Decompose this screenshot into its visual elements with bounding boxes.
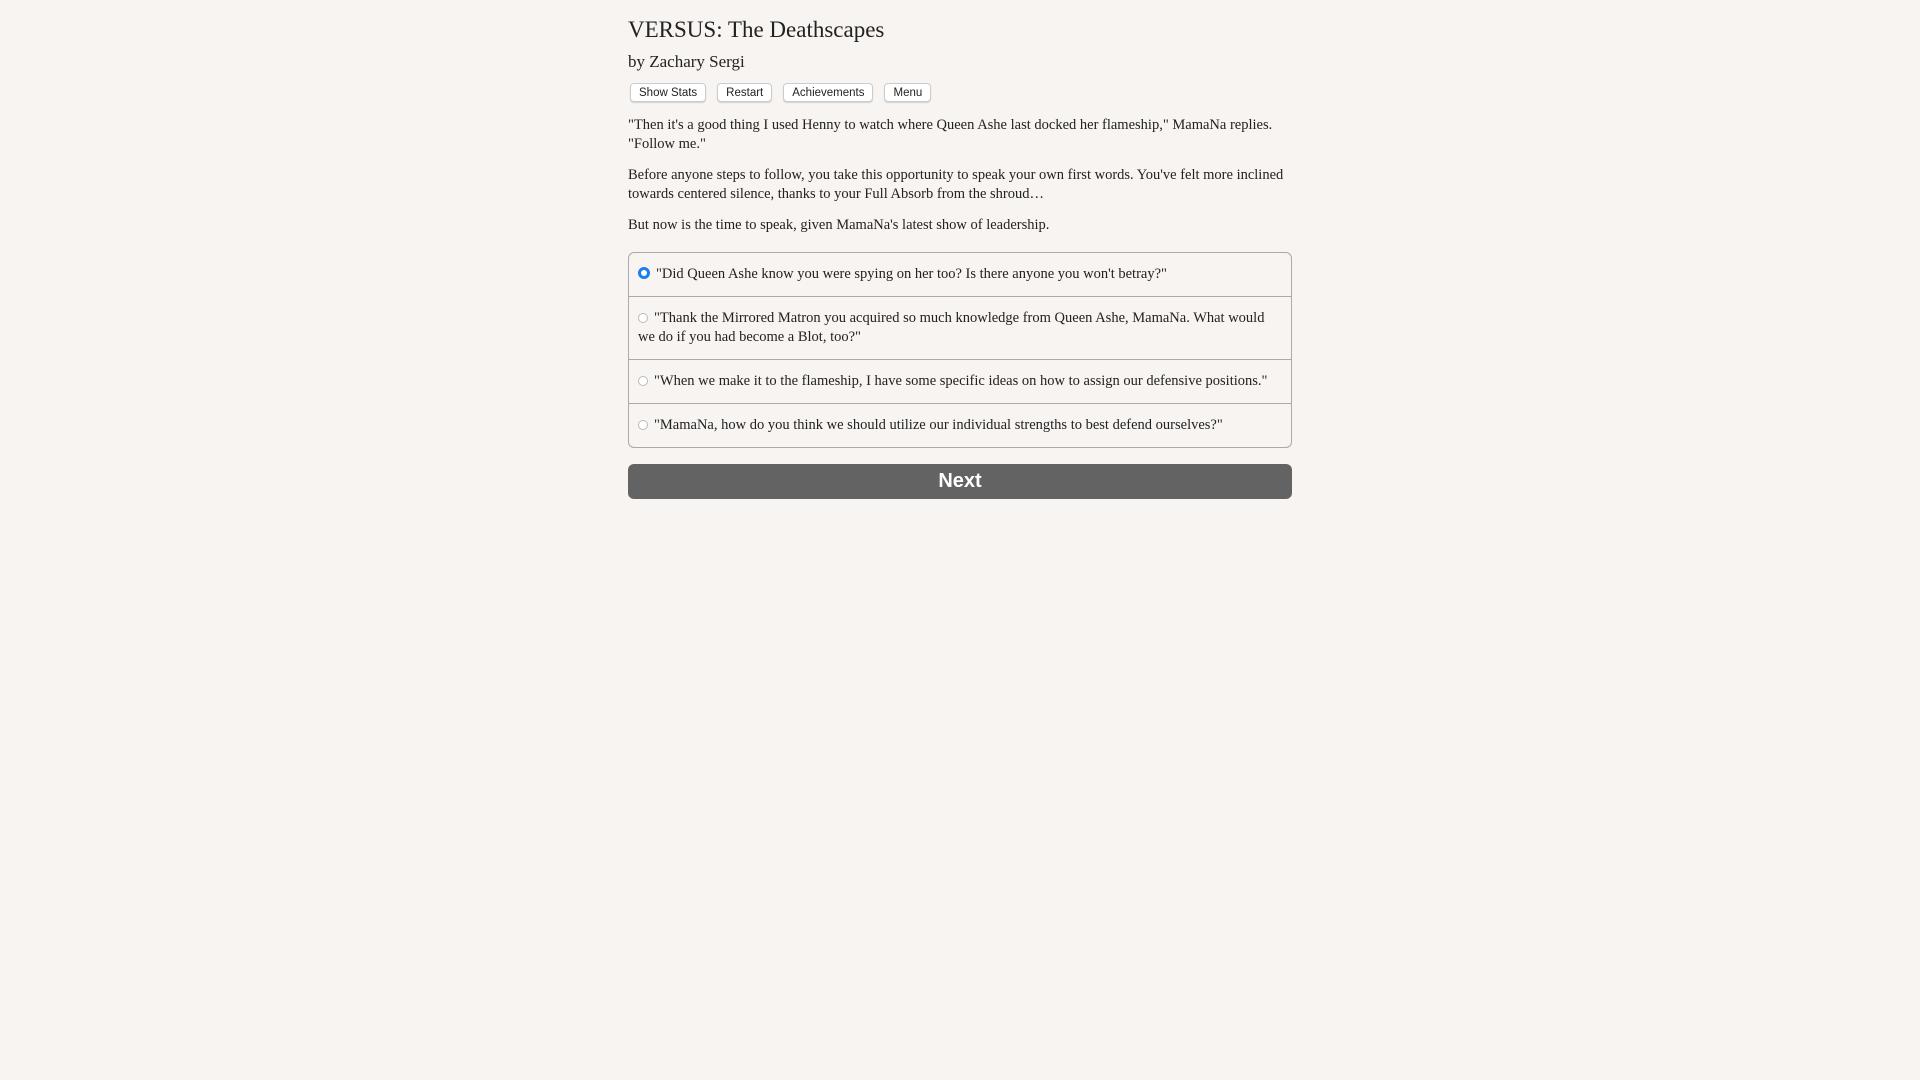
radio-unselected[interactable] [638, 313, 648, 323]
game-title: VERSUS: The Deathscapes [628, 17, 885, 42]
choice-label: "Did Queen Ashe know you were spying on her too? Is there anyone you won't betray?" [656, 266, 1167, 282]
story-paragraph: Before anyone steps to follow, you take this opportunity to speak your own first words. You've felt more inclined towards centered silence, thanks to your Full Absorb from the shroud… [628, 167, 1284, 202]
restart-button[interactable]: Restart [717, 83, 772, 102]
author-byline: by Zachary Sergi [628, 52, 745, 71]
choice-option[interactable] [629, 403, 1291, 447]
radio-unselected[interactable] [638, 376, 648, 386]
achievements-button[interactable]: Achievements [783, 83, 873, 102]
show-stats-button[interactable]: Show Stats [630, 83, 706, 102]
choice-label: "Thank the Mirrored Matron you acquired so much knowledge from Queen Ashe, MamaNa. What would we do if you had become a Blot, too?" [638, 310, 1265, 345]
choice-label: "When we make it to the flameship, I have some specific ideas on how to assign our defensive positions." [654, 373, 1268, 389]
next-button[interactable]: Next [628, 464, 1292, 499]
menu-button[interactable]: Menu [884, 83, 931, 102]
choice-option[interactable] [629, 359, 1291, 403]
choice-label: "MamaNa, how do you think we should utilize our individual strengths to best defend ourselves?" [654, 417, 1223, 433]
choice-option[interactable] [629, 253, 1291, 296]
toolbar [628, 83, 1292, 102]
radio-selected[interactable] [638, 267, 650, 279]
story-paragraph: "Then it's a good thing I used Henny to watch where Queen Ashe last docked her flameship," MamaNa replies. "Follow me." [628, 117, 1273, 152]
radio-unselected[interactable] [638, 420, 648, 430]
story-paragraph: But now is the time to speak, given MamaNa's latest show of leadership. [628, 217, 1050, 233]
choice-option[interactable] [629, 296, 1291, 359]
choice-list [628, 252, 1292, 448]
game-container [628, 14, 1292, 499]
